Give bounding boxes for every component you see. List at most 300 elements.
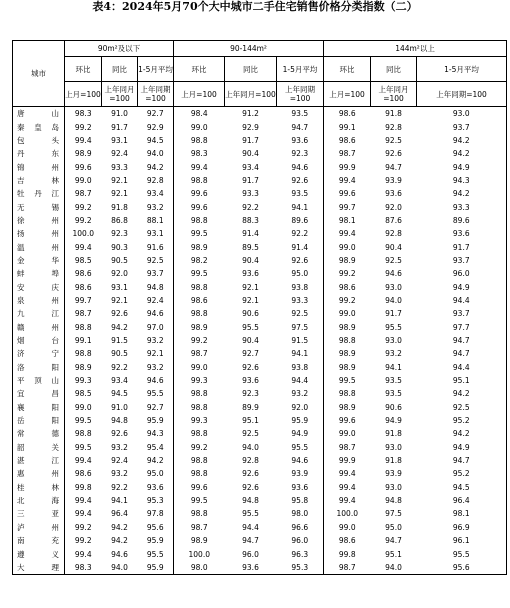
index-value: 91.7 xyxy=(385,309,402,319)
index-value: 90.5 xyxy=(111,255,128,265)
index-value: 94.1 xyxy=(277,200,324,213)
index-value: 95.0 xyxy=(277,267,324,280)
index-value: 92.5 xyxy=(277,307,324,320)
index-value: 92.6 xyxy=(242,362,259,372)
group-header-large: 144m²以上 xyxy=(324,41,507,57)
index-value: 93.3 xyxy=(277,294,324,307)
index-value: 99.7 xyxy=(338,202,356,212)
index-value: 94.9 xyxy=(385,416,402,426)
index-value: 93.7 xyxy=(138,267,174,280)
index-value: 98.6 xyxy=(190,295,208,305)
index-value: 94.7 xyxy=(417,454,507,467)
index-value: 93.0 xyxy=(385,282,402,292)
index-value: 91.7 xyxy=(111,122,128,132)
base-header-yoy: 上年同月=100 xyxy=(102,82,138,107)
table-row xyxy=(13,561,507,575)
index-value: 99.0 xyxy=(338,522,356,532)
index-value: 92.2 xyxy=(277,227,324,240)
metric-header-yoy: 同比 xyxy=(102,57,138,82)
index-value: 95.9 xyxy=(138,414,174,427)
index-value: 95.3 xyxy=(138,494,174,507)
index-value: 99.4 xyxy=(338,229,356,239)
index-value: 93.4 xyxy=(111,376,128,386)
index-value: 93.0 xyxy=(385,442,402,452)
index-value: 98.9 xyxy=(190,322,208,332)
index-value: 94.8 xyxy=(138,280,174,293)
index-value: 89.5 xyxy=(242,242,259,252)
index-value: 92.0 xyxy=(277,401,324,414)
index-value: 93.2 xyxy=(138,361,174,374)
table-row xyxy=(13,147,507,160)
index-value: 92.3 xyxy=(277,147,324,160)
metric-header-ytd-avg: 1-5月平均 xyxy=(138,57,174,82)
price-index-table xyxy=(12,40,507,575)
city-name: 锦州 xyxy=(13,160,65,173)
index-value: 99.0 xyxy=(74,402,92,412)
index-value: 94.8 xyxy=(111,416,128,426)
index-value: 94.2 xyxy=(111,536,128,546)
table-row xyxy=(13,547,507,560)
index-value: 86.8 xyxy=(111,215,128,225)
city-name: 扬州 xyxy=(13,227,65,240)
index-value: 91.4 xyxy=(277,240,324,253)
city-name: 大理 xyxy=(13,561,65,575)
index-value: 98.0 xyxy=(174,561,225,575)
index-value: 96.4 xyxy=(417,494,507,507)
base-header-yoy: 上年同月=100 xyxy=(371,82,417,107)
index-value: 99.3 xyxy=(190,376,208,386)
city-name: 惠州 xyxy=(13,467,65,480)
index-value: 99.4 xyxy=(190,162,208,172)
index-value: 92.2 xyxy=(111,482,128,492)
index-value: 92.6 xyxy=(111,309,128,319)
index-value: 93.9 xyxy=(385,469,402,479)
metric-header-yoy: 同比 xyxy=(225,57,277,82)
index-value: 98.8 xyxy=(190,402,208,412)
index-value: 99.5 xyxy=(338,376,356,386)
index-value: 93.2 xyxy=(277,387,324,400)
city-name: 岳阳 xyxy=(13,414,65,427)
city-name: 九江 xyxy=(13,307,65,320)
index-value: 94.0 xyxy=(102,561,138,575)
index-value: 92.8 xyxy=(385,229,402,239)
index-value: 99.4 xyxy=(74,496,92,506)
index-value: 93.3 xyxy=(242,189,259,199)
table-row xyxy=(13,534,507,547)
index-value: 91.5 xyxy=(111,336,128,346)
table-row xyxy=(13,134,507,147)
index-value: 88.1 xyxy=(138,214,174,227)
index-value: 98.7 xyxy=(338,149,356,159)
table-row xyxy=(13,521,507,534)
index-value: 92.1 xyxy=(242,282,259,292)
table-row xyxy=(13,387,507,400)
table-row xyxy=(13,107,507,121)
index-value: 98.7 xyxy=(190,349,208,359)
index-value: 92.6 xyxy=(242,469,259,479)
city-name: 湛江 xyxy=(13,454,65,467)
index-value: 93.3 xyxy=(111,162,128,172)
index-value: 98.1 xyxy=(338,215,356,225)
index-value: 94.0 xyxy=(371,561,417,575)
index-value: 98.6 xyxy=(74,282,92,292)
city-name: 无锡 xyxy=(13,200,65,213)
index-value: 98.5 xyxy=(74,255,92,265)
index-value: 99.6 xyxy=(74,162,92,172)
index-value: 98.8 xyxy=(74,429,92,439)
index-value: 90.4 xyxy=(385,242,402,252)
index-value: 99.0 xyxy=(190,122,208,132)
index-value: 99.3 xyxy=(190,416,208,426)
index-value: 94.4 xyxy=(242,522,259,532)
index-value: 92.1 xyxy=(242,295,259,305)
index-value: 93.7 xyxy=(417,120,507,133)
index-value: 99.0 xyxy=(338,242,356,252)
index-value: 92.5 xyxy=(138,254,174,267)
index-value: 94.8 xyxy=(242,496,259,506)
index-value: 93.6 xyxy=(242,269,259,279)
index-value: 93.0 xyxy=(417,107,507,121)
base-header-mom: 上月=100 xyxy=(324,82,371,107)
index-value: 94.5 xyxy=(138,134,174,147)
index-value: 95.5 xyxy=(138,387,174,400)
city-name: 韶关 xyxy=(13,441,65,454)
index-value: 99.4 xyxy=(74,549,92,559)
index-value: 94.6 xyxy=(277,160,324,173)
index-value: 90.6 xyxy=(385,402,402,412)
index-value: 93.2 xyxy=(111,469,128,479)
index-value: 95.0 xyxy=(138,467,174,480)
table-row xyxy=(13,254,507,267)
index-value: 98.7 xyxy=(74,189,92,199)
index-value: 93.0 xyxy=(385,482,402,492)
metric-header-mom: 环比 xyxy=(174,57,225,82)
index-value: 94.2 xyxy=(138,160,174,173)
index-value: 93.2 xyxy=(138,334,174,347)
index-value: 94.2 xyxy=(417,134,507,147)
index-value: 91.2 xyxy=(242,109,259,119)
index-value: 99.8 xyxy=(74,482,92,492)
index-value: 95.6 xyxy=(138,521,174,534)
index-value: 93.8 xyxy=(277,361,324,374)
index-value: 99.4 xyxy=(74,242,92,252)
base-header-mom: 上月=100 xyxy=(174,82,225,107)
table-row xyxy=(13,307,507,320)
index-value: 93.6 xyxy=(385,189,402,199)
table-row xyxy=(13,494,507,507)
index-value: 92.7 xyxy=(242,349,259,359)
index-value: 92.9 xyxy=(138,120,174,133)
index-value: 94.4 xyxy=(417,294,507,307)
index-value: 93.7 xyxy=(417,254,507,267)
index-value: 93.5 xyxy=(277,187,324,200)
index-value: 92.8 xyxy=(138,174,174,187)
index-value: 94.6 xyxy=(138,307,174,320)
index-value: 92.5 xyxy=(385,255,402,265)
city-name: 蚌埠 xyxy=(13,267,65,280)
index-value: 92.6 xyxy=(385,149,402,159)
index-value: 94.9 xyxy=(417,441,507,454)
index-value: 99.2 xyxy=(74,215,92,225)
table-row xyxy=(13,467,507,480)
index-value: 98.6 xyxy=(338,135,356,145)
table-row xyxy=(13,200,507,213)
index-value: 91.8 xyxy=(385,456,402,466)
index-value: 97.8 xyxy=(138,507,174,520)
index-value: 94.4 xyxy=(277,374,324,387)
index-value: 95.2 xyxy=(417,467,507,480)
index-value: 94.7 xyxy=(385,536,402,546)
index-value: 98.9 xyxy=(190,536,208,546)
index-value: 94.0 xyxy=(138,147,174,160)
index-value: 95.5 xyxy=(277,441,324,454)
city-name: 北海 xyxy=(13,494,65,507)
city-name: 泸州 xyxy=(13,521,65,534)
table-row xyxy=(13,240,507,253)
index-value: 94.6 xyxy=(111,549,128,559)
index-value: 98.8 xyxy=(190,282,208,292)
index-value: 96.0 xyxy=(417,267,507,280)
index-value: 98.7 xyxy=(324,561,371,575)
index-value: 92.4 xyxy=(111,456,128,466)
index-value: 98.6 xyxy=(338,109,356,119)
index-value: 98.4 xyxy=(190,109,208,119)
index-value: 98.8 xyxy=(190,135,208,145)
base-header-ytd-avg: 上年同期=100 xyxy=(138,82,174,107)
index-value: 98.3 xyxy=(74,109,92,119)
index-value: 95.8 xyxy=(277,494,324,507)
index-value: 99.5 xyxy=(74,442,92,452)
index-value: 91.7 xyxy=(417,240,507,253)
metric-header-yoy: 同比 xyxy=(371,57,417,82)
index-value: 94.1 xyxy=(111,496,128,506)
city-name: 包头 xyxy=(13,134,65,147)
index-value: 94.5 xyxy=(111,389,128,399)
index-value: 94.5 xyxy=(417,481,507,494)
index-value: 94.0 xyxy=(242,442,259,452)
index-value: 99.5 xyxy=(190,269,208,279)
index-value: 99.2 xyxy=(74,522,92,532)
table-row xyxy=(13,160,507,173)
index-value: 99.2 xyxy=(74,122,92,132)
table-row xyxy=(13,427,507,440)
index-value: 99.8 xyxy=(338,549,356,559)
table-row xyxy=(13,120,507,133)
index-value: 93.3 xyxy=(417,200,507,213)
index-value: 98.8 xyxy=(190,389,208,399)
index-value: 94.6 xyxy=(385,269,402,279)
city-name: 赣州 xyxy=(13,321,65,334)
index-value: 94.2 xyxy=(417,147,507,160)
table-row xyxy=(13,321,507,334)
index-value: 99.6 xyxy=(190,189,208,199)
index-value: 95.9 xyxy=(138,561,174,575)
index-value: 93.1 xyxy=(111,282,128,292)
index-value: 98.9 xyxy=(338,402,356,412)
city-name: 丹东 xyxy=(13,147,65,160)
index-value: 92.7 xyxy=(138,401,174,414)
index-value: 98.9 xyxy=(74,362,92,372)
index-value: 94.2 xyxy=(417,187,507,200)
metric-header-ytd-avg: 1-5月平均 xyxy=(277,57,324,82)
index-value: 93.4 xyxy=(138,187,174,200)
index-value: 88.3 xyxy=(242,215,259,225)
index-value: 92.6 xyxy=(277,254,324,267)
index-value: 99.4 xyxy=(338,496,356,506)
index-value: 99.4 xyxy=(338,175,356,185)
index-value: 90.4 xyxy=(242,255,259,265)
index-value: 98.5 xyxy=(74,389,92,399)
table-row xyxy=(13,374,507,387)
city-name: 济宁 xyxy=(13,347,65,360)
index-value: 99.7 xyxy=(74,295,92,305)
index-value: 99.4 xyxy=(338,482,356,492)
index-value: 93.6 xyxy=(138,481,174,494)
index-value: 93.2 xyxy=(111,442,128,452)
index-value: 99.4 xyxy=(74,456,92,466)
index-value: 97.0 xyxy=(138,321,174,334)
index-value: 96.4 xyxy=(111,509,128,519)
index-value: 92.5 xyxy=(385,135,402,145)
base-header-ytd-avg: 上年同期=100 xyxy=(277,82,324,107)
city-name: 徐州 xyxy=(13,214,65,227)
table-row xyxy=(13,414,507,427)
index-value: 91.4 xyxy=(242,229,259,239)
city-name: 平顶山 xyxy=(13,374,65,387)
index-value: 98.8 xyxy=(74,322,92,332)
index-value: 98.8 xyxy=(190,175,208,185)
index-value: 92.1 xyxy=(111,189,128,199)
city-name: 常德 xyxy=(13,427,65,440)
index-value: 99.6 xyxy=(190,482,208,492)
index-value: 98.9 xyxy=(190,242,208,252)
index-value: 93.6 xyxy=(242,376,259,386)
index-value: 98.8 xyxy=(190,309,208,319)
table-row xyxy=(13,441,507,454)
index-value: 95.0 xyxy=(385,522,402,532)
index-value: 99.4 xyxy=(338,469,356,479)
index-value: 94.2 xyxy=(417,427,507,440)
index-value: 98.8 xyxy=(190,429,208,439)
index-value: 94.7 xyxy=(242,536,259,546)
index-value: 94.1 xyxy=(385,362,402,372)
metric-header-mom: 环比 xyxy=(65,57,102,82)
index-value: 92.1 xyxy=(138,347,174,360)
index-value: 99.1 xyxy=(74,336,92,346)
index-value: 93.2 xyxy=(138,200,174,213)
table-row xyxy=(13,294,507,307)
index-value: 93.4 xyxy=(242,162,259,172)
metric-header-ytd-avg: 1-5月平均 xyxy=(417,57,507,82)
index-value: 94.3 xyxy=(138,427,174,440)
index-value: 91.6 xyxy=(138,240,174,253)
city-name: 襄阳 xyxy=(13,401,65,414)
city-name: 温州 xyxy=(13,240,65,253)
index-value: 94.7 xyxy=(385,162,402,172)
index-value: 98.6 xyxy=(74,269,92,279)
table-title: 表4：2024年5月70个大中城市二手住宅销售价格分类指数（二） xyxy=(92,0,418,13)
index-value: 93.1 xyxy=(138,227,174,240)
index-value: 99.2 xyxy=(338,295,356,305)
index-value: 89.6 xyxy=(277,214,324,227)
city-name: 宜昌 xyxy=(13,387,65,400)
index-value: 93.6 xyxy=(417,227,507,240)
index-value: 99.9 xyxy=(338,162,356,172)
index-value: 95.3 xyxy=(277,561,324,575)
index-value: 90.6 xyxy=(242,309,259,319)
index-value: 98.7 xyxy=(74,309,92,319)
index-value: 91.7 xyxy=(242,135,259,145)
table-row xyxy=(13,227,507,240)
index-value: 96.9 xyxy=(417,521,507,534)
index-value: 94.3 xyxy=(417,174,507,187)
index-value: 91.7 xyxy=(242,175,259,185)
index-value: 97.5 xyxy=(277,321,324,334)
index-value: 99.2 xyxy=(74,202,92,212)
index-value: 92.6 xyxy=(242,482,259,492)
index-value: 92.8 xyxy=(242,456,259,466)
index-value: 97.5 xyxy=(385,509,402,519)
index-value: 90.4 xyxy=(242,336,259,346)
index-value: 96.6 xyxy=(277,521,324,534)
index-value: 99.2 xyxy=(338,269,356,279)
index-value: 95.5 xyxy=(242,322,259,332)
index-value: 92.1 xyxy=(111,175,128,185)
index-value: 98.1 xyxy=(417,507,507,520)
index-value: 99.0 xyxy=(190,362,208,372)
city-name: 安庆 xyxy=(13,280,65,293)
index-value: 90.4 xyxy=(242,149,259,159)
index-value: 92.9 xyxy=(242,122,259,132)
index-value: 93.8 xyxy=(277,280,324,293)
index-value: 97.7 xyxy=(417,321,507,334)
index-value: 93.6 xyxy=(225,561,277,575)
index-value: 92.6 xyxy=(277,174,324,187)
index-value: 91.0 xyxy=(111,402,128,412)
index-value: 98.6 xyxy=(338,536,356,546)
index-value: 94.7 xyxy=(417,334,507,347)
index-value: 91.8 xyxy=(385,109,402,119)
index-value: 98.9 xyxy=(338,349,356,359)
index-value: 89.9 xyxy=(242,402,259,412)
index-value: 95.5 xyxy=(385,322,402,332)
index-value: 98.7 xyxy=(190,522,208,532)
index-value: 99.5 xyxy=(190,496,208,506)
index-value: 92.5 xyxy=(242,429,259,439)
index-value: 98.9 xyxy=(338,255,356,265)
table-row xyxy=(13,361,507,374)
index-value: 92.3 xyxy=(111,229,128,239)
index-value: 94.6 xyxy=(277,454,324,467)
index-value: 100.0 xyxy=(188,549,210,559)
table-row xyxy=(13,401,507,414)
index-value: 98.8 xyxy=(190,469,208,479)
index-value: 95.9 xyxy=(277,414,324,427)
index-value: 99.5 xyxy=(190,229,208,239)
base-header-yoy: 上年同月=100 xyxy=(225,82,277,107)
group-header-small: 90m²及以下 xyxy=(65,41,174,57)
index-value: 94.0 xyxy=(385,295,402,305)
index-value: 94.2 xyxy=(111,322,128,332)
city-name: 洛阳 xyxy=(13,361,65,374)
index-value: 95.2 xyxy=(417,414,507,427)
index-value: 95.1 xyxy=(385,549,402,559)
index-value: 93.7 xyxy=(417,307,507,320)
table-row xyxy=(13,454,507,467)
city-name: 泉州 xyxy=(13,294,65,307)
index-value: 94.8 xyxy=(385,496,402,506)
index-value: 98.8 xyxy=(190,215,208,225)
